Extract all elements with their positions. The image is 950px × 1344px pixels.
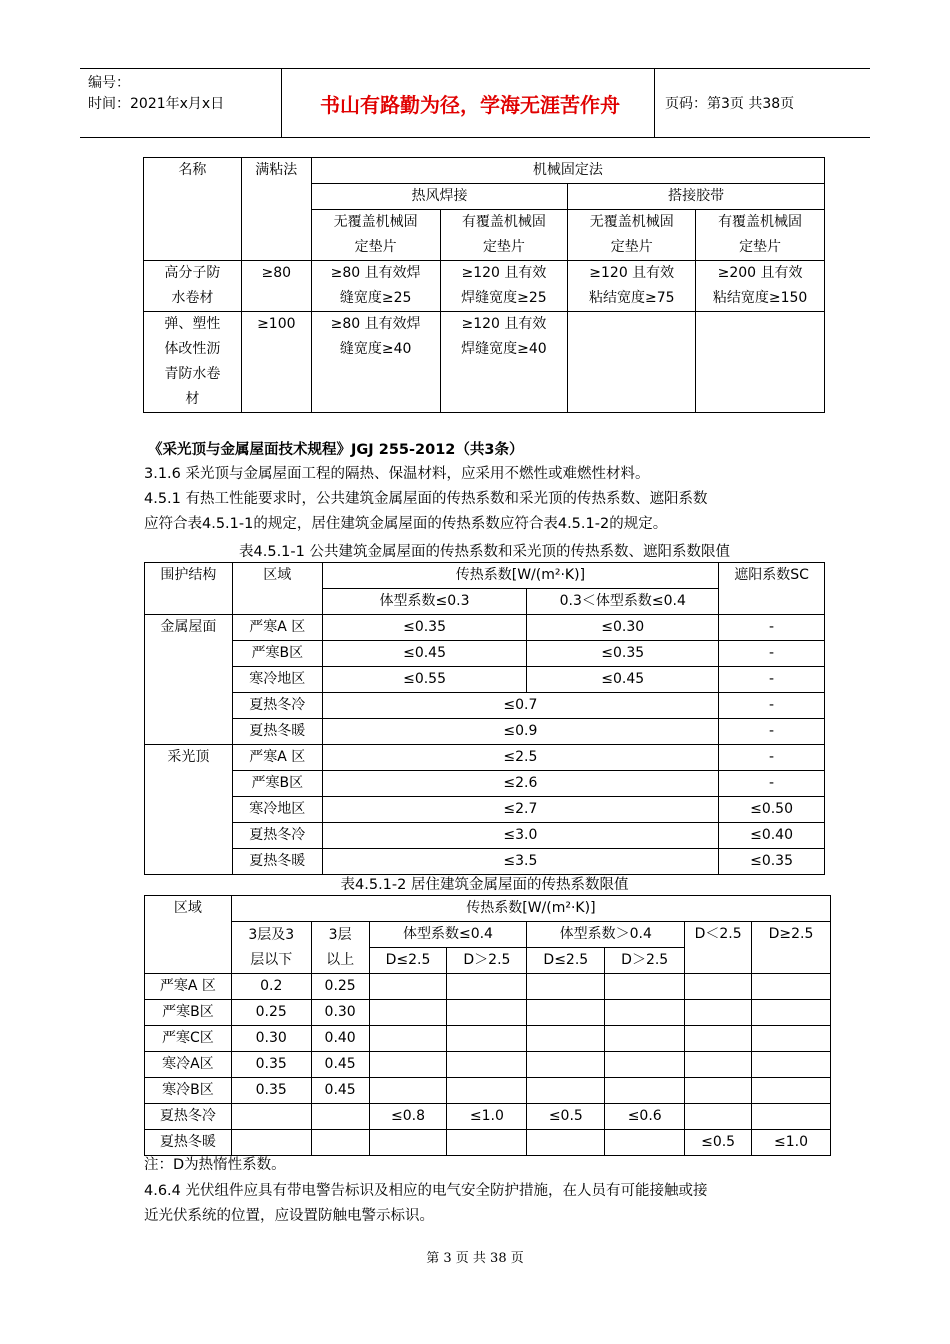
table-cell: [685, 1078, 752, 1104]
header-cell: 无覆盖机械固 定垫片: [568, 210, 696, 261]
table-cell: [527, 1000, 605, 1026]
header-cell: 3层 以上: [311, 922, 369, 974]
table-cell: [447, 974, 527, 1000]
table-cell: 0.35: [231, 1052, 311, 1078]
table-cell: ≤0.35: [527, 641, 719, 667]
header-date: 时间：2021年x月x日: [88, 96, 225, 112]
table-cell: [605, 1026, 685, 1052]
table-cell: [605, 1052, 685, 1078]
table-cell: 高分子防 水卷材: [144, 261, 242, 312]
table-cell: [369, 1078, 447, 1104]
table-cell: [231, 1104, 311, 1130]
table-cell: ≤0.50: [719, 797, 825, 823]
page-footer: 第 3 页 共 38 页: [426, 1251, 524, 1266]
table-cell: ≥80 且有效焊 缝宽度≥40: [311, 312, 440, 413]
table-cell: 0.35: [231, 1078, 311, 1104]
table-cell: [752, 1052, 831, 1078]
table-cell: [369, 974, 447, 1000]
table-row: [145, 1026, 831, 1052]
table-cell: ≤0.35: [719, 849, 825, 875]
table-cell: 0.45: [311, 1078, 369, 1104]
table-cell: -: [719, 667, 825, 693]
table-cell: 0.30: [311, 1000, 369, 1026]
table-cell: 0.40: [311, 1026, 369, 1052]
residential-building-table: [144, 895, 831, 1156]
table-cell: ≤0.6: [605, 1104, 685, 1130]
table-cell: ≤0.5: [527, 1104, 605, 1130]
table-cell: -: [719, 771, 825, 797]
header-cell: D≤2.5: [369, 948, 447, 974]
table-cell: 0.2: [231, 974, 311, 1000]
table-caption-1: 表4.5.1-1 公共建筑金属屋面的传热系数和采光顶的传热系数、遮阳系数限值: [239, 544, 730, 560]
header-divider: [281, 69, 282, 137]
table-row: [145, 693, 825, 719]
table-cell: [752, 1078, 831, 1104]
table-cell: [369, 1130, 447, 1156]
table-cell: [605, 1000, 685, 1026]
table-cell: [696, 312, 825, 413]
table-cell: ≤2.6: [322, 771, 718, 797]
section-heading: 《采光顶与金属屋面技术规程》JGJ 255-2012（共3条）: [148, 442, 524, 458]
header-cell: 体型系数≤0.4: [369, 922, 527, 948]
clause-316: 3.1.6 采光顶与金属屋面工程的隔热、保温材料，应采用不燃性或难燃性材料。: [144, 466, 650, 482]
table-cell: ≤0.9: [322, 719, 718, 745]
table-cell: [605, 974, 685, 1000]
table-cell: 0.25: [311, 974, 369, 1000]
table-cell: ≥80: [241, 261, 311, 312]
table-cell: [447, 1026, 527, 1052]
header-cell: 3层及3 层以下: [231, 922, 311, 974]
table-row: [145, 797, 825, 823]
table-cell: ≤0.7: [322, 693, 718, 719]
table-cell: [685, 1026, 752, 1052]
table-cell: [568, 312, 696, 413]
table-cell: ≤2.5: [322, 745, 718, 771]
table-cell: ≥200 且有效 粘结宽度≥150: [696, 261, 825, 312]
header-cell: D≤2.5: [527, 948, 605, 974]
table-cell: -: [719, 615, 825, 641]
header-cell: 0.3＜体型系数≤0.4: [527, 589, 719, 615]
table-row: [145, 1130, 831, 1156]
table-cell: [527, 1052, 605, 1078]
table-cell: 寒冷地区: [232, 667, 322, 693]
table-row: [145, 849, 825, 875]
table-cell: ≤0.30: [527, 615, 719, 641]
header-cell: D≥2.5: [752, 922, 831, 974]
header-cell: 搭接胶带: [568, 184, 825, 210]
table-cell: [605, 1078, 685, 1104]
table-cell: [311, 1130, 369, 1156]
table-cell: [447, 1130, 527, 1156]
header-cell: D＞2.5: [605, 948, 685, 974]
header-cell: 满粘法: [241, 158, 311, 261]
table-cell: 寒冷B区: [145, 1078, 232, 1104]
clause-464-line1: 4.6.4 光伏组件应具有带电警告标识及相应的电气安全防护措施，在人员有可能接触或接: [144, 1183, 708, 1199]
table-cell: [752, 1000, 831, 1026]
table-cell: [447, 1052, 527, 1078]
table-cell: ≤1.0: [752, 1130, 831, 1156]
table-cell: [685, 1052, 752, 1078]
table-cell: ≤0.55: [322, 667, 527, 693]
table-row: [145, 1052, 831, 1078]
table-cell: 寒冷A区: [145, 1052, 232, 1078]
table-row: [145, 667, 825, 693]
table-cell: ≤0.45: [527, 667, 719, 693]
header-cell: 遮阳系数SC: [719, 563, 825, 615]
table-cell: 严寒C区: [145, 1026, 232, 1052]
table-cell: 严寒B区: [145, 1000, 232, 1026]
table-cell: -: [719, 719, 825, 745]
table-cell: ≤0.35: [322, 615, 527, 641]
header-cell: 热风焊接: [311, 184, 568, 210]
table-cell: 严寒A 区: [145, 974, 232, 1000]
table-cell: [369, 1026, 447, 1052]
table-row: [144, 261, 825, 312]
table-cell: [752, 1104, 831, 1130]
table-cell: [685, 1000, 752, 1026]
table-cell: [527, 1026, 605, 1052]
table-row: [145, 771, 825, 797]
table-cell: [685, 974, 752, 1000]
table-cell: 夏热冬暖: [232, 849, 322, 875]
table-cell: [369, 1052, 447, 1078]
header-cell: D＞2.5: [447, 948, 527, 974]
table-cell: ≥120 且有效 焊缝宽度≥40: [440, 312, 568, 413]
table-cell: ≥120 且有效 粘结宽度≥75: [568, 261, 696, 312]
header-cell: 区域: [145, 896, 232, 974]
table-cell: [527, 1130, 605, 1156]
waterproof-fixing-table: [143, 157, 825, 413]
table-cell: 夏热冬暖: [232, 719, 322, 745]
table-cell: 寒冷地区: [232, 797, 322, 823]
table-cell: ≤0.8: [369, 1104, 447, 1130]
table-row: [145, 1078, 831, 1104]
public-building-table: [144, 562, 825, 875]
table-cell: 夏热冬冷: [232, 693, 322, 719]
clause-464-line2: 近光伏系统的位置，应设置防触电警示标识。: [144, 1208, 434, 1224]
table-row: [145, 719, 825, 745]
table-cell: ≤2.7: [322, 797, 718, 823]
table-cell: 严寒B区: [232, 771, 322, 797]
table-row: [145, 974, 831, 1000]
header-cell: 有覆盖机械固 定垫片: [696, 210, 825, 261]
table-cell: ≥100: [241, 312, 311, 413]
table-cell: -: [719, 641, 825, 667]
clause-451-line1: 4.5.1 有热工性能要求时，公共建筑金属屋面的传热系数和采光顶的传热系数、遮阳系数: [144, 491, 708, 507]
table-cell: ≤0.45: [322, 641, 527, 667]
table-cell: -: [719, 745, 825, 771]
header-cell: 区域: [232, 563, 322, 615]
header-cell: 体型系数＞0.4: [527, 922, 685, 948]
page-header: [80, 68, 870, 138]
clause-451-line2: 应符合表4.5.1-1的规定，居住建筑金属屋面的传热系数应符合表4.5.1-2的规定。: [144, 516, 668, 532]
table-cell: 夏热冬冷: [145, 1104, 232, 1130]
table-cell: 严寒A 区: [232, 615, 322, 641]
table-cell: [752, 974, 831, 1000]
table-cell: 严寒A 区: [232, 745, 322, 771]
table-cell: [527, 974, 605, 1000]
table-row: [145, 641, 825, 667]
header-motto: 书山有路勤为径，学海无涯苦作舟: [320, 93, 620, 117]
table-cell: [447, 1078, 527, 1104]
table-row: [144, 312, 825, 413]
header-cell: 无覆盖机械固 定垫片: [311, 210, 440, 261]
table-cell: 0.25: [231, 1000, 311, 1026]
table-cell: 弹、塑性 体改性沥 青防水卷 材: [144, 312, 242, 413]
table-row: [145, 1104, 831, 1130]
table-cell: 0.45: [311, 1052, 369, 1078]
table-cell: ≤3.5: [322, 849, 718, 875]
header-cell: 名称: [144, 158, 242, 261]
table-cell: 严寒B区: [232, 641, 322, 667]
header-cell: 传热系数[W/(m²·K)]: [322, 563, 718, 589]
header-cell: 传热系数[W/(m²·K)]: [231, 896, 830, 922]
table-cell: -: [719, 693, 825, 719]
group-cell: 采光顶: [145, 745, 233, 875]
table-row: [145, 823, 825, 849]
table-cell: ≤3.0: [322, 823, 718, 849]
table-cell: [685, 1104, 752, 1130]
header-page-info: 页码：第3页 共38页: [665, 96, 795, 112]
table-cell: 夏热冬冷: [232, 823, 322, 849]
header-number-label: 编号：: [88, 75, 130, 91]
table-row: [145, 615, 825, 641]
header-cell: 体型系数≤0.3: [322, 589, 527, 615]
table-cell: [369, 1000, 447, 1026]
table-caption-2: 表4.5.1-2 居住建筑金属屋面的传热系数限值: [340, 877, 629, 893]
header-cell: 围护结构: [145, 563, 233, 615]
table-row: [145, 1000, 831, 1026]
table-cell: [231, 1130, 311, 1156]
table-cell: ≤0.40: [719, 823, 825, 849]
header-divider: [654, 69, 655, 137]
header-cell: 有覆盖机械固 定垫片: [440, 210, 568, 261]
table-cell: [311, 1104, 369, 1130]
table-cell: [447, 1000, 527, 1026]
table-cell: 0.30: [231, 1026, 311, 1052]
header-meta: [88, 73, 224, 115]
table-cell: ≥80 且有效焊 缝宽度≥25: [311, 261, 440, 312]
table-cell: ≤0.5: [685, 1130, 752, 1156]
table-row: [145, 745, 825, 771]
header-cell: D＜2.5: [685, 922, 752, 974]
table-cell: [527, 1078, 605, 1104]
table-cell: ≥120 且有效 焊缝宽度≥25: [440, 261, 568, 312]
header-cell: 机械固定法: [311, 158, 824, 184]
table-cell: [752, 1026, 831, 1052]
table-cell: 夏热冬暖: [145, 1130, 232, 1156]
table-cell: ≤1.0: [447, 1104, 527, 1130]
group-cell: 金属屋面: [145, 615, 233, 745]
table-cell: [605, 1130, 685, 1156]
table-note: 注：D为热惰性系数。: [144, 1157, 286, 1173]
